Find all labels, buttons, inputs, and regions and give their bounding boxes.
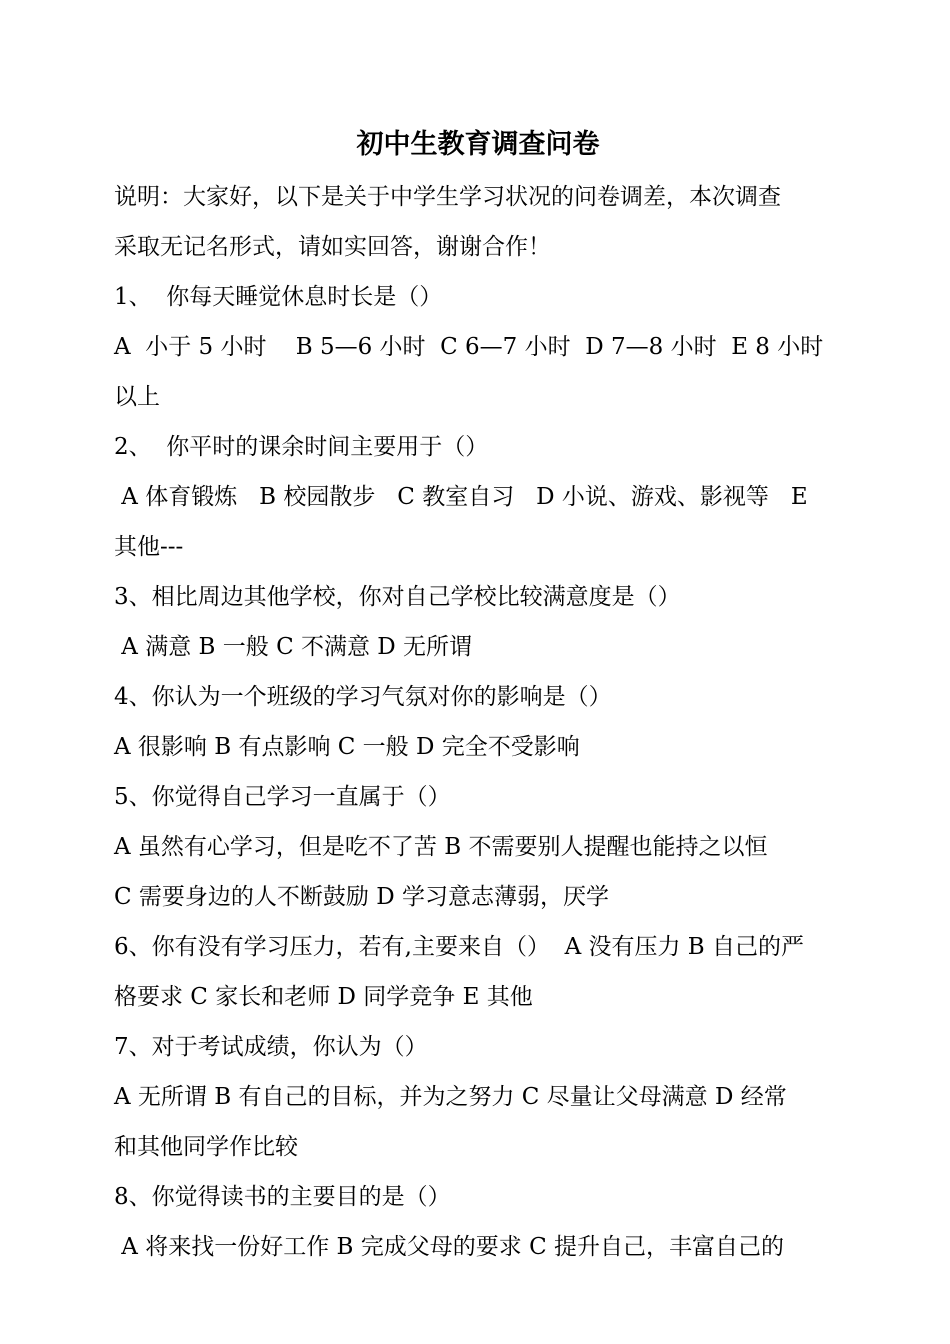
question-1-options-cont: 以上 xyxy=(114,384,160,410)
question-8-options: A 将来找一份好工作 B 完成父母的要求 C 提升自己，丰富自己的 xyxy=(114,1234,784,1260)
document-page xyxy=(114,118,838,1272)
question-4-options: A 很影响 B 有点影响 C 一般 D 完全不受影响 xyxy=(114,734,580,760)
question-6-options-cont: 格要求 C 家长和老师 D 同学竞争 E 其他 xyxy=(114,984,533,1010)
intro-line-2: 采取无记名形式，请如实回答，谢谢合作！ xyxy=(114,234,551,260)
question-2: 2、 你平时的课余时间主要用于（） xyxy=(114,434,489,460)
question-5-options: A 虽然有心学习，但是吃不了苦 B 不需要别人提醒也能持之以恒 xyxy=(114,834,768,860)
question-6: 6、你有没有学习压力，若有,主要来自（） A 没有压力 B 自己的严 xyxy=(114,934,805,960)
question-7: 7、对于考试成绩，你认为（） xyxy=(114,1034,428,1060)
question-1-options: A 小于 5 小时 B 5—6 小时 C 6—7 小时 D 7—8 小时 E 8 小时 xyxy=(114,334,824,360)
intro-line-1: 说明：大家好，以下是关于中学生学习状况的问卷调差，本次调查 xyxy=(114,184,781,210)
question-7-options: A 无所谓 B 有自己的目标，并为之努力 C 尽量让父母满意 D 经常 xyxy=(114,1084,787,1110)
question-5: 5、你觉得自己学习一直属于（） xyxy=(114,784,451,810)
question-2-options: A 体育锻炼 B 校园散步 C 教室自习 D 小说、游戏、影视等 E xyxy=(114,484,808,510)
question-5-options-cont: C 需要身边的人不断鼓励 D 学习意志薄弱，厌学 xyxy=(114,884,609,910)
question-3: 3、相比周边其他学校，你对自己学校比较满意度是（） xyxy=(114,584,681,610)
question-1: 1、 你每天睡觉休息时长是（） xyxy=(114,284,443,310)
question-4: 4、你认为一个班级的学习气氛对你的影响是（） xyxy=(114,684,612,710)
question-7-options-cont: 和其他同学作比较 xyxy=(114,1134,298,1160)
question-2-options-cont: 其他--- xyxy=(114,534,184,560)
document-title: 初中生教育调查问卷 xyxy=(356,129,600,160)
question-3-options: A 满意 B 一般 C 不满意 D 无所谓 xyxy=(114,634,473,660)
question-8: 8、你觉得读书的主要目的是（） xyxy=(114,1184,451,1210)
